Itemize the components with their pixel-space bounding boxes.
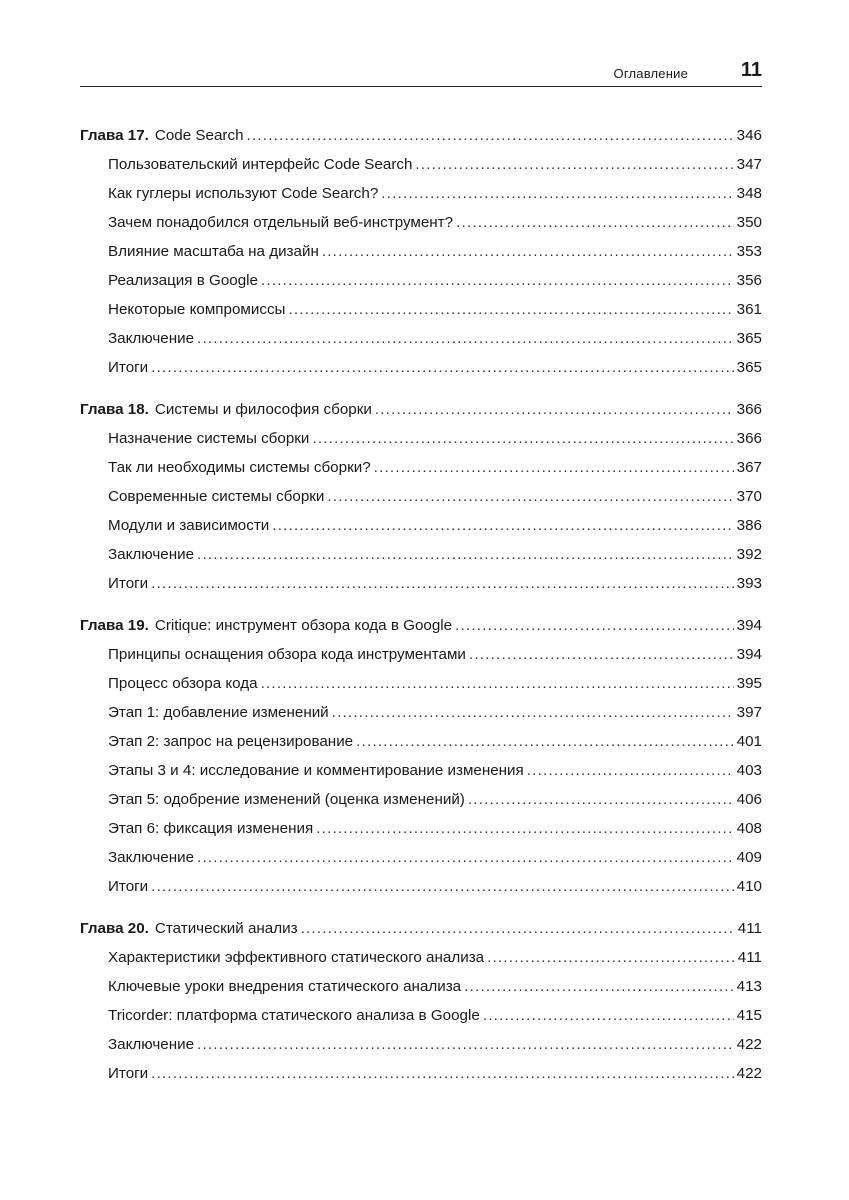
dot-leader bbox=[151, 569, 733, 598]
section-title: Модули и зависимости bbox=[108, 517, 270, 534]
section-page-number: 367 bbox=[736, 459, 762, 476]
toc-section-entry[interactable] bbox=[80, 727, 762, 756]
toc-section-entry[interactable] bbox=[80, 843, 762, 872]
section-title: Некоторые компромиссы bbox=[108, 301, 286, 318]
section-page-number: 347 bbox=[736, 156, 762, 173]
section-page-number: 348 bbox=[736, 185, 762, 202]
toc-section-entry[interactable] bbox=[80, 756, 762, 785]
section-page-number: 361 bbox=[736, 301, 762, 318]
dot-leader bbox=[261, 669, 734, 698]
section-page-number: 393 bbox=[736, 575, 762, 592]
toc-section-entry[interactable] bbox=[80, 353, 762, 382]
chapter-title: Critique: инструмент обзора кода в Google bbox=[154, 617, 453, 634]
section-title: Как гуглеры используют Code Search? bbox=[108, 185, 379, 202]
dot-leader bbox=[374, 453, 734, 482]
chapter-block bbox=[80, 914, 762, 1088]
chapter-label: Глава 18. bbox=[80, 401, 149, 418]
section-page-number: 394 bbox=[736, 646, 762, 663]
toc-section-entry[interactable] bbox=[80, 943, 762, 972]
section-title: Итоги bbox=[108, 878, 149, 895]
chapter-page-number: 411 bbox=[737, 920, 762, 937]
section-page-number: 408 bbox=[736, 820, 762, 837]
dot-leader bbox=[375, 395, 734, 424]
section-title: Пользовательский интерфейс Code Search bbox=[108, 156, 413, 173]
toc-section-entry[interactable] bbox=[80, 669, 762, 698]
running-title: Оглавление bbox=[613, 66, 688, 81]
dot-leader bbox=[301, 914, 735, 943]
section-page-number: 406 bbox=[736, 791, 762, 808]
chapter-label: Глава 19. bbox=[80, 617, 149, 634]
section-page-number: 353 bbox=[736, 243, 762, 260]
section-title: Заключение bbox=[108, 1036, 195, 1053]
section-page-number: 415 bbox=[736, 1007, 762, 1024]
section-title: Принципы оснащения обзора кода инструментами bbox=[108, 646, 466, 663]
section-page-number: 386 bbox=[736, 517, 762, 534]
page-number: 11 bbox=[740, 59, 762, 81]
dot-leader bbox=[469, 640, 734, 669]
section-title: Заключение bbox=[108, 849, 195, 866]
toc-section-entry[interactable] bbox=[80, 453, 762, 482]
dot-leader bbox=[483, 1001, 734, 1030]
chapter-block bbox=[80, 395, 762, 598]
dot-leader bbox=[415, 150, 733, 179]
toc-section-entry[interactable] bbox=[80, 295, 762, 324]
toc-section-entry[interactable] bbox=[80, 424, 762, 453]
section-page-number: 366 bbox=[736, 430, 762, 447]
section-page-number: 422 bbox=[736, 1065, 762, 1082]
dot-leader bbox=[151, 872, 733, 901]
section-page-number: 356 bbox=[736, 272, 762, 289]
chapter-page-number: 346 bbox=[736, 127, 762, 144]
chapter-page-number: 366 bbox=[736, 401, 762, 418]
toc-chapter-entry[interactable] bbox=[80, 611, 762, 640]
dot-leader bbox=[197, 324, 734, 353]
toc-section-entry[interactable] bbox=[80, 511, 762, 540]
section-page-number: 365 bbox=[736, 330, 762, 347]
section-title: Заключение bbox=[108, 546, 195, 563]
section-page-number: 403 bbox=[736, 762, 762, 779]
dot-leader bbox=[197, 540, 734, 569]
section-page-number: 392 bbox=[736, 546, 762, 563]
dot-leader bbox=[327, 482, 733, 511]
section-title: Ключевые уроки внедрения статического анализа bbox=[108, 978, 462, 995]
dot-leader bbox=[151, 353, 733, 382]
section-title: Этап 2: запрос на рецензирование bbox=[108, 733, 354, 750]
toc-section-entry[interactable] bbox=[80, 179, 762, 208]
section-title: Зачем понадобился отдельный веб-инструмент? bbox=[108, 214, 454, 231]
section-page-number: 397 bbox=[736, 704, 762, 721]
section-page-number: 395 bbox=[736, 675, 762, 692]
section-title: Этап 6: фиксация изменения bbox=[108, 820, 314, 837]
section-title: Реализация в Google bbox=[108, 272, 258, 289]
dot-leader bbox=[261, 266, 734, 295]
dot-leader bbox=[288, 295, 733, 324]
dot-leader bbox=[468, 785, 734, 814]
toc-section-entry[interactable] bbox=[80, 1030, 762, 1059]
dot-leader bbox=[356, 727, 734, 756]
section-title: Назначение системы сборки bbox=[108, 430, 310, 447]
section-title: Современные системы сборки bbox=[108, 488, 325, 505]
section-page-number: 370 bbox=[736, 488, 762, 505]
dot-leader bbox=[247, 121, 734, 150]
dot-leader bbox=[455, 611, 734, 640]
section-page-number: 411 bbox=[737, 949, 762, 966]
section-title: Итоги bbox=[108, 359, 149, 376]
dot-leader bbox=[316, 814, 733, 843]
section-title: Tricorder: платформа статического анализа в Google bbox=[108, 1007, 480, 1024]
chapter-block bbox=[80, 611, 762, 901]
dot-leader bbox=[464, 972, 734, 1001]
section-title: Этап 5: одобрение изменений (оценка изменений) bbox=[108, 791, 465, 808]
toc-chapter-entry[interactable] bbox=[80, 121, 762, 150]
dot-leader bbox=[527, 756, 734, 785]
dot-leader bbox=[151, 1059, 733, 1088]
section-title: Итоги bbox=[108, 1065, 149, 1082]
section-page-number: 409 bbox=[736, 849, 762, 866]
toc-section-entry[interactable] bbox=[80, 972, 762, 1001]
toc-section-entry[interactable] bbox=[80, 150, 762, 179]
section-title: Влияние масштаба на дизайн bbox=[108, 243, 319, 260]
table-of-contents bbox=[80, 121, 762, 1101]
section-page-number: 350 bbox=[736, 214, 762, 231]
section-title: Процесс обзора кода bbox=[108, 675, 258, 692]
dot-leader bbox=[332, 698, 734, 727]
toc-section-entry[interactable] bbox=[80, 569, 762, 598]
toc-section-entry[interactable] bbox=[80, 785, 762, 814]
section-page-number: 413 bbox=[736, 978, 762, 995]
toc-chapter-entry[interactable] bbox=[80, 914, 762, 943]
toc-section-entry[interactable] bbox=[80, 1001, 762, 1030]
toc-chapter-entry[interactable] bbox=[80, 395, 762, 424]
section-page-number: 365 bbox=[736, 359, 762, 376]
toc-section-entry[interactable] bbox=[80, 698, 762, 727]
dot-leader bbox=[322, 237, 734, 266]
toc-section-entry[interactable] bbox=[80, 482, 762, 511]
toc-section-entry[interactable] bbox=[80, 1059, 762, 1088]
section-title: Заключение bbox=[108, 330, 195, 347]
section-page-number: 422 bbox=[736, 1036, 762, 1053]
running-header bbox=[80, 56, 762, 87]
section-title: Так ли необходимы системы сборки? bbox=[108, 459, 371, 476]
dot-leader bbox=[197, 843, 734, 872]
toc-section-entry[interactable] bbox=[80, 814, 762, 843]
toc-section-entry[interactable] bbox=[80, 872, 762, 901]
dot-leader bbox=[272, 511, 733, 540]
chapter-page-number: 394 bbox=[736, 617, 762, 634]
section-page-number: 401 bbox=[736, 733, 762, 750]
toc-section-entry[interactable] bbox=[80, 208, 762, 237]
section-title: Характеристики эффективного статического анализа bbox=[108, 949, 485, 966]
section-title: Этап 1: добавление изменений bbox=[108, 704, 329, 721]
section-title: Этапы 3 и 4: исследование и комментирование изменения bbox=[108, 762, 524, 779]
chapter-title: Системы и философия сборки bbox=[154, 401, 372, 418]
toc-section-entry[interactable] bbox=[80, 540, 762, 569]
dot-leader bbox=[487, 943, 735, 972]
dot-leader bbox=[197, 1030, 734, 1059]
dot-leader bbox=[381, 179, 733, 208]
toc-section-entry[interactable] bbox=[80, 640, 762, 669]
toc-section-entry[interactable] bbox=[80, 324, 762, 353]
dot-leader bbox=[312, 424, 733, 453]
chapter-label: Глава 20. bbox=[80, 920, 149, 937]
toc-section-entry[interactable] bbox=[80, 237, 762, 266]
chapter-label: Глава 17. bbox=[80, 127, 149, 144]
section-page-number: 410 bbox=[736, 878, 762, 895]
toc-section-entry[interactable] bbox=[80, 266, 762, 295]
section-title: Итоги bbox=[108, 575, 149, 592]
chapter-title: Статический анализ bbox=[154, 920, 298, 937]
chapter-title: Code Search bbox=[154, 127, 244, 144]
chapter-block bbox=[80, 121, 762, 382]
dot-leader bbox=[456, 208, 734, 237]
